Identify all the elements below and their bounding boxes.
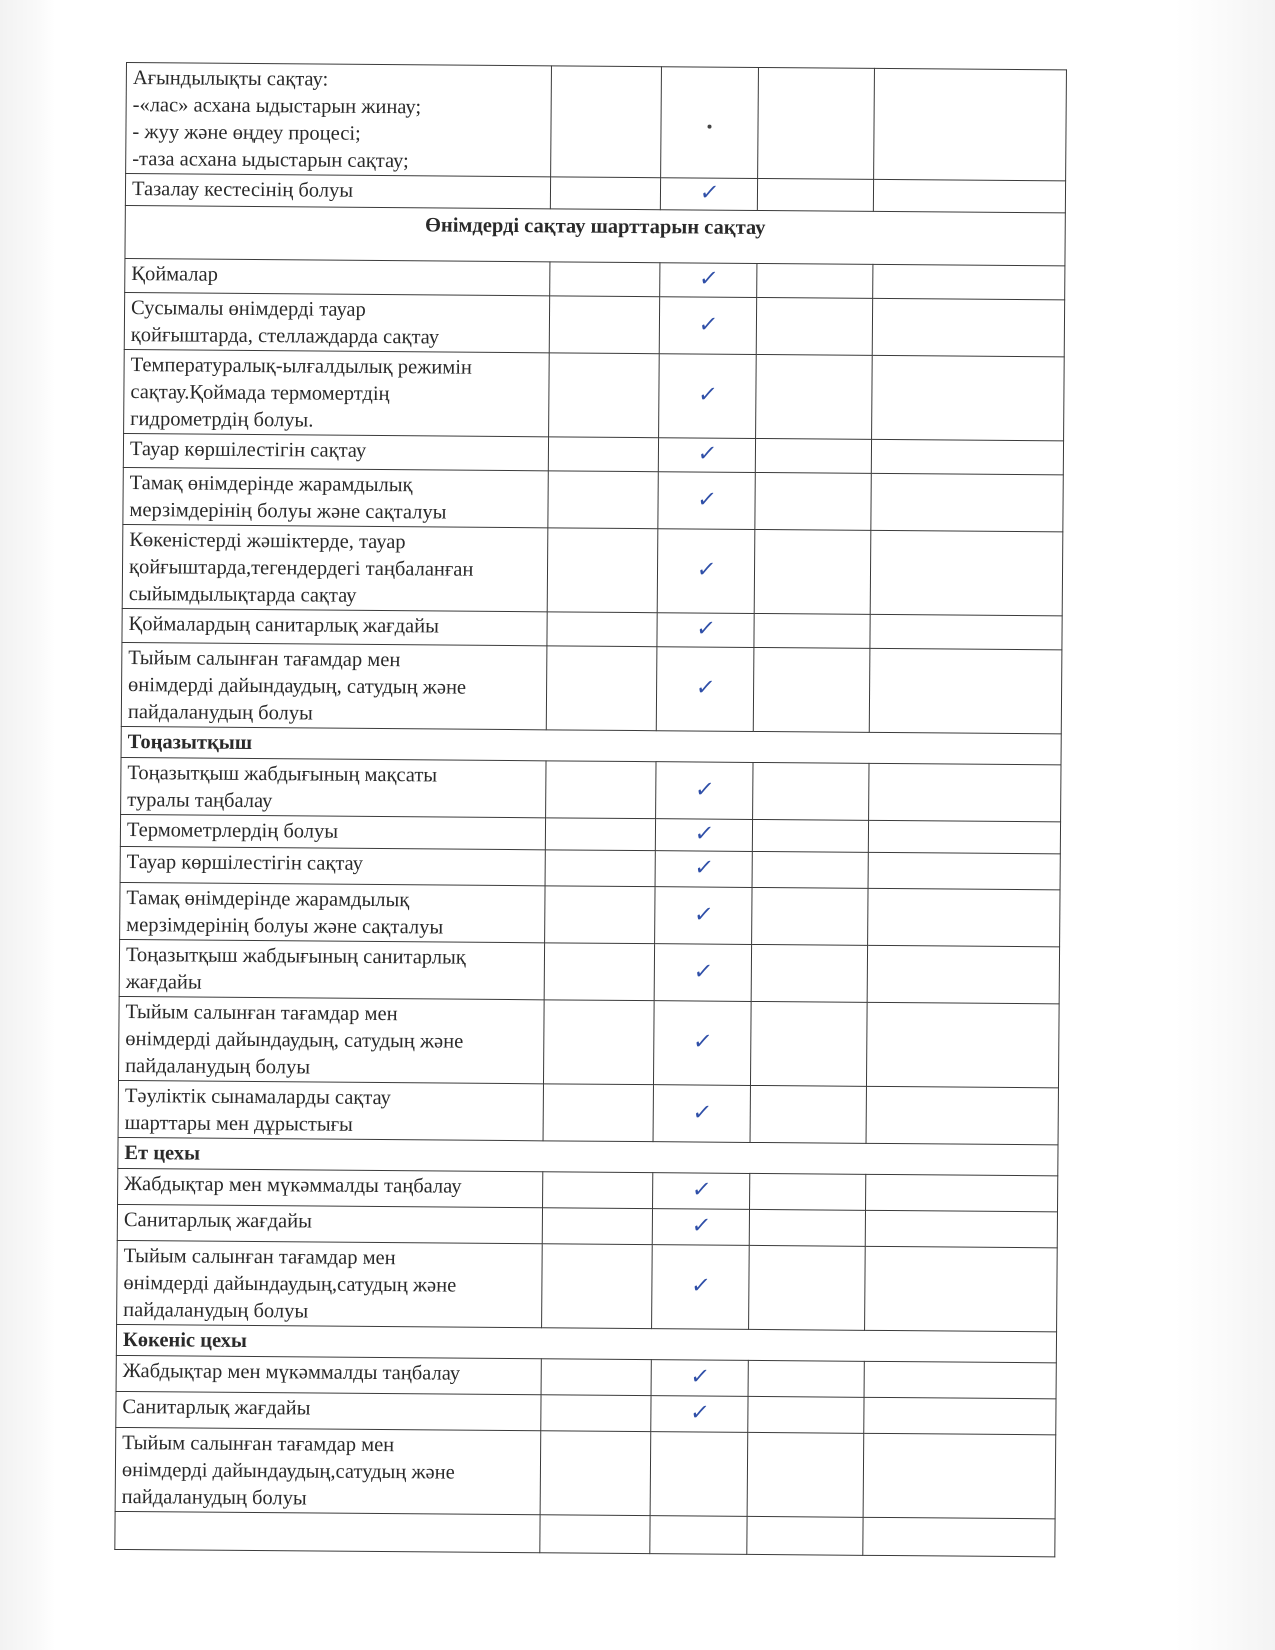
compliance-mark-cell	[653, 1173, 750, 1210]
column-4-cell	[868, 852, 1060, 890]
column-3-cell	[747, 1432, 864, 1517]
handwritten-check-icon: ✓	[688, 1400, 711, 1426]
compliance-mark-cell	[660, 263, 757, 298]
subsection-heading: Көкеніс цехы	[116, 1324, 1056, 1362]
scan-edge-shadow-right	[1175, 0, 1275, 1650]
checklist-row	[124, 349, 1065, 440]
column-4-cell	[869, 648, 1062, 734]
handwritten-check-icon: ✓	[697, 180, 721, 206]
criterion-cell	[115, 1511, 540, 1552]
criterion-text: Санитарлық жағдайы	[122, 1396, 311, 1420]
column-4-cell	[870, 614, 1062, 650]
criterion-text: Санитарлық жағдайы	[123, 1209, 313, 1233]
criterion-text: Тоңазытқыш жабдығының мақсаты туралы таңбалау	[127, 762, 438, 813]
column-4-cell	[868, 888, 1060, 947]
handwritten-check-icon: ✓	[690, 1177, 713, 1203]
criterion-text: Қоймалар	[131, 263, 219, 286]
criterion-text: Термометрлердің болуы	[126, 819, 339, 843]
column-4-cell	[870, 530, 1063, 616]
compliance-mark-cell	[656, 647, 754, 732]
compliance-mark-cell	[658, 472, 755, 530]
criterion-cell	[117, 1240, 543, 1327]
column-1-cell	[540, 1431, 651, 1516]
column-4-cell	[863, 1517, 1055, 1557]
compliance-mark-cell	[661, 67, 759, 179]
checklist-row	[121, 642, 1062, 733]
compliance-mark-cell	[660, 178, 757, 211]
column-4-cell	[872, 298, 1064, 357]
criterion-text: Тәуліктік сынамаларды сақтау шарттары мен дұрыстығы	[124, 1085, 391, 1136]
column-3-cell	[756, 297, 872, 355]
checklist-row	[121, 757, 1061, 821]
compliance-mark-cell	[650, 1516, 747, 1555]
criterion-text: Тауар көршілестігін сақтау	[129, 438, 367, 462]
column-3-cell	[747, 1516, 863, 1555]
column-1-cell	[547, 612, 657, 647]
compliance-mark-cell	[651, 1360, 748, 1397]
column-3-cell	[751, 944, 867, 1002]
inspection-checklist-table	[114, 62, 1067, 1557]
column-4-cell	[874, 68, 1067, 181]
compliance-mark-cell	[657, 529, 755, 614]
compliance-mark-cell	[657, 613, 754, 648]
column-3-cell	[757, 178, 873, 211]
compliance-mark-cell	[655, 819, 752, 852]
criterion-text: Тоңазытқыш жабдығының санитарлық жағдайы	[125, 944, 466, 994]
checklist-row	[119, 939, 1059, 1003]
column-4-cell	[865, 1246, 1058, 1332]
criterion-cell	[123, 433, 548, 470]
criterion-text: Тамақ өнімдерінде жарамдылық мерзімдерінің болуы және сақталуы	[129, 472, 447, 524]
handwritten-check-icon: ✓	[695, 487, 718, 513]
column-1-cell	[551, 66, 662, 178]
column-4-cell	[869, 763, 1061, 822]
column-3-cell	[748, 1360, 864, 1397]
criterion-cell	[122, 608, 547, 645]
criterion-text: Тыйым салынған тағамдар мен өнімдерді дайындаудың,сатудың және пайдаланудың болуы	[121, 1432, 455, 1510]
criterion-cell	[126, 63, 552, 177]
column-3-cell	[753, 647, 870, 732]
subsection-heading: Тоңазытқыш	[121, 726, 1061, 764]
criterion-text: Ағындылықты сақтау: -«лас» асхана ыдыстарын жинау; - жуу және өңдеу процесі; -таза асхана ыдыстарын сақтау;	[132, 67, 422, 173]
column-3-cell	[749, 1209, 865, 1246]
criterion-cell	[120, 882, 545, 942]
criterion-cell	[124, 349, 550, 436]
column-1-cell	[542, 1208, 652, 1245]
column-3-cell	[754, 613, 870, 648]
compliance-mark-cell	[659, 354, 757, 439]
compliance-mark-cell	[652, 1245, 750, 1330]
checklist-row	[115, 1511, 1055, 1556]
column-3-cell	[750, 1085, 866, 1143]
criterion-cell	[116, 1355, 541, 1394]
checklist-row	[118, 1080, 1058, 1144]
criterion-text	[122, 1514, 534, 1517]
handwritten-check-icon: ✓	[696, 382, 719, 408]
compliance-mark-cell	[653, 1085, 750, 1143]
criterion-cell	[117, 1204, 542, 1243]
checklist-row	[119, 996, 1060, 1087]
criterion-text: Тыйым салынған тағамдар мен өнімдерді дайындаудың, сатудың және пайдаланудың болуы	[127, 647, 467, 725]
column-1-cell	[540, 1515, 650, 1554]
column-1-cell	[548, 437, 658, 472]
compliance-mark-cell	[653, 1001, 751, 1086]
column-3-cell	[757, 263, 873, 298]
criterion-cell	[121, 757, 546, 817]
column-3-cell	[756, 354, 873, 439]
criterion-cell	[121, 642, 547, 729]
column-1-cell	[544, 943, 654, 1001]
handwritten-check-icon: ✓	[689, 1213, 713, 1239]
criterion-cell	[118, 1168, 543, 1207]
column-1-cell	[543, 1172, 653, 1209]
column-4-cell	[866, 1002, 1059, 1088]
column-1-cell	[543, 1000, 654, 1085]
column-1-cell	[549, 296, 659, 354]
criterion-text: Тамақ өнімдерінде жарамдылық мерзімдерінің болуы және сақталуы	[126, 887, 444, 939]
handwritten-check-icon: ✓	[695, 557, 718, 583]
criterion-cell	[125, 174, 550, 209]
criterion-cell	[119, 996, 545, 1083]
criterion-cell	[122, 524, 548, 611]
column-1-cell	[545, 850, 655, 887]
handwritten-check-icon: ✓	[691, 1029, 714, 1055]
column-4-cell	[868, 820, 1060, 854]
column-1-cell	[550, 177, 660, 210]
column-1-cell	[543, 1084, 653, 1142]
column-1-cell	[541, 1395, 651, 1432]
checklist-row	[124, 292, 1064, 356]
handwritten-check-icon: ✓	[692, 855, 715, 881]
column-3-cell	[748, 1396, 864, 1433]
criterion-text: Қоймалардың санитарлық жағдайы	[128, 613, 439, 638]
column-3-cell	[750, 1173, 866, 1210]
column-1-cell	[542, 1244, 653, 1329]
criterion-text: Көкеністерді жәшіктерде, тауар қойғыштарда,тегендердегі таңбаланған сыйымдылықтарда сақтау	[128, 529, 474, 607]
checklist-sheet	[114, 62, 1066, 1557]
handwritten-check-icon: ✓	[690, 1099, 713, 1126]
compliance-mark-cell	[654, 944, 751, 1002]
handwritten-check-icon: ✓	[697, 266, 720, 292]
section-title: Өнімдерді сақтау шарттарын сақтау	[125, 205, 1065, 265]
handwritten-check-icon: ✓	[694, 675, 717, 701]
column-3-cell	[752, 819, 868, 852]
column-3-cell	[754, 529, 871, 614]
column-4-cell	[864, 1397, 1056, 1435]
criterion-cell	[125, 258, 550, 295]
criterion-text: Сусымалы өнімдерді тауар қойғыштарда, стеллаждарда сақтау	[130, 297, 440, 349]
column-1-cell	[549, 353, 660, 438]
compliance-mark-cell	[652, 1209, 749, 1246]
column-1-cell	[550, 262, 660, 297]
criterion-text: Жабдықтар мен мүкәммалды таңбалау	[122, 1360, 461, 1385]
criterion-cell	[123, 467, 548, 527]
compliance-mark-cell	[655, 851, 752, 888]
criterion-cell	[115, 1427, 541, 1514]
criterion-cell	[120, 814, 545, 849]
column-1-cell	[547, 528, 658, 613]
column-3-cell	[749, 1245, 866, 1330]
column-3-cell	[755, 438, 871, 473]
column-3-cell	[752, 887, 868, 945]
section-title-row	[125, 205, 1065, 265]
column-1-cell	[541, 1359, 651, 1396]
column-4-cell	[871, 473, 1063, 532]
handwritten-check-icon: ✓	[696, 312, 720, 338]
column-4-cell	[871, 439, 1063, 475]
handwritten-check-icon: ✓	[694, 616, 717, 642]
compliance-mark-cell	[650, 1432, 748, 1517]
criterion-text: Жабдықтар мен мүкәммалды таңбалау	[124, 1173, 462, 1198]
compliance-mark-cell	[659, 297, 756, 355]
criterion-text: Тауар көршілестігін сақтау	[126, 851, 363, 875]
scan-edge-shadow-left	[0, 0, 55, 1650]
compliance-mark-cell	[656, 762, 753, 820]
handwritten-check-icon: ✓	[688, 1364, 711, 1390]
column-4-cell	[865, 1210, 1057, 1248]
column-4-cell	[866, 1174, 1058, 1212]
column-4-cell	[863, 1433, 1056, 1519]
column-4-cell	[867, 945, 1059, 1004]
column-1-cell	[548, 471, 658, 529]
compliance-mark-cell	[651, 1396, 748, 1433]
criterion-text: Тыйым салынған тағамдар мен өнімдерді дайындаудың,сатудың және пайдаланудың болуы	[123, 1245, 457, 1323]
criterion-cell	[118, 1080, 543, 1140]
column-4-cell	[866, 1086, 1058, 1145]
checklist-row	[122, 524, 1063, 615]
criterion-cell	[124, 292, 549, 352]
checklist-row	[126, 63, 1067, 181]
handwritten-check-icon: ✓	[692, 821, 716, 847]
column-4-cell	[873, 179, 1065, 213]
checklist-row	[115, 1427, 1056, 1518]
column-4-cell	[873, 264, 1065, 300]
subsection-heading: Ет цехы	[118, 1137, 1058, 1175]
handwritten-check-icon: ✓	[692, 902, 715, 928]
column-1-cell	[546, 646, 657, 731]
handwritten-check-icon: ✓	[695, 441, 719, 467]
handwritten-check-icon: ✓	[691, 959, 715, 985]
compliance-mark-cell	[655, 887, 752, 945]
handwritten-check-icon: ✓	[689, 1273, 712, 1299]
criterion-cell	[119, 939, 544, 999]
criterion-cell	[116, 1391, 541, 1430]
checklist-row	[123, 467, 1063, 531]
column-4-cell	[864, 1361, 1056, 1399]
column-4-cell	[872, 355, 1065, 441]
criterion-text: Температуралық-ылғалдылық режимін сақтау.Қоймада термомертдің гидрометрдің болуы.	[130, 354, 472, 432]
checklist-row	[117, 1240, 1058, 1331]
handwritten-check-icon: ✓	[693, 777, 716, 803]
column-3-cell	[752, 851, 868, 888]
column-3-cell	[755, 472, 871, 530]
criterion-text: Тазалау кестесінің болуы	[131, 178, 354, 202]
compliance-mark-cell	[658, 438, 755, 473]
criterion-text: Тыйым салынған тағамдар мен өнімдерді дайындаудың, сатудың және пайдаланудың болуы	[125, 1001, 464, 1079]
column-1-cell	[546, 761, 656, 819]
column-1-cell	[545, 886, 655, 944]
criterion-cell	[120, 846, 545, 885]
column-1-cell	[545, 818, 655, 851]
column-3-cell	[753, 762, 869, 820]
checklist-row	[120, 882, 1060, 946]
pen-dot-mark	[707, 124, 711, 128]
column-3-cell	[758, 67, 875, 179]
column-3-cell	[750, 1001, 867, 1086]
